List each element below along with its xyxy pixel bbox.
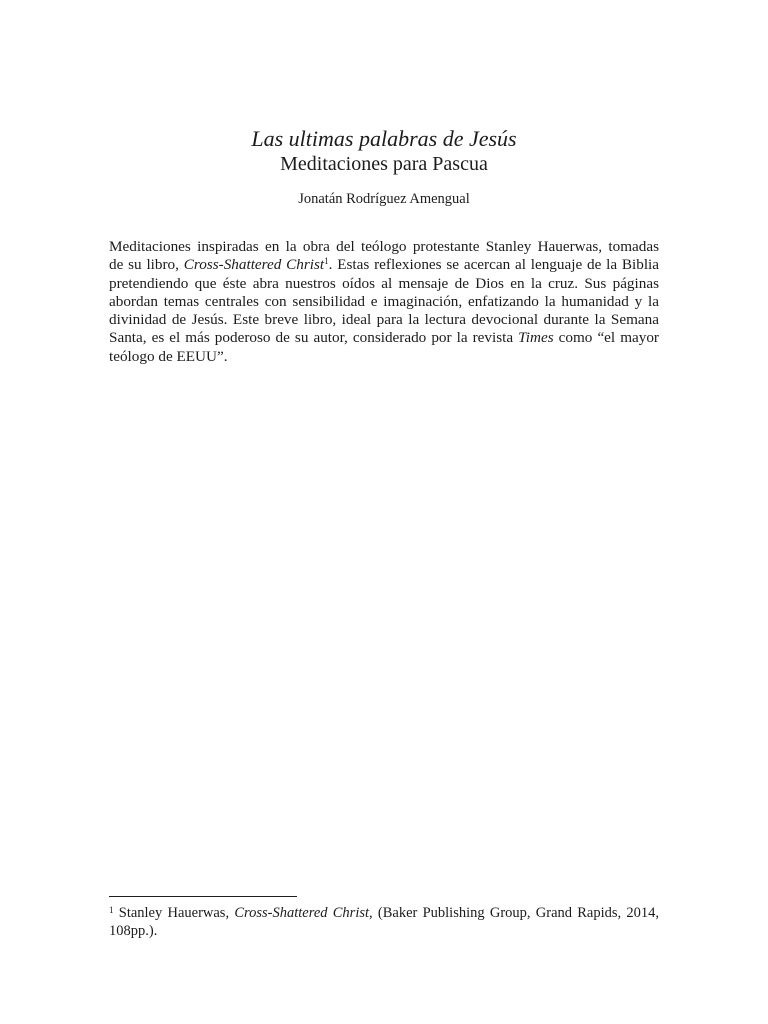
abstract-line: [109, 329, 659, 347]
abstract-text: Santa, es el más poderoso de su autor, considerado por la revista: [109, 329, 514, 347]
abstract-line: [109, 256, 659, 274]
footnote-reference[interactable]: 1: [324, 256, 329, 267]
footnote-marker: 1: [109, 905, 114, 915]
footnote-text: 108pp.).: [109, 923, 158, 939]
document-title: Las ultimas palabras de Jesús: [251, 126, 517, 151]
footnote: [109, 904, 659, 940]
abstract-text: . Estas reflexiones se acercan al lenguaje de la Biblia: [328, 256, 660, 274]
footnote-line: [109, 904, 659, 922]
abstract-text: teólogo de EEUU”.: [109, 347, 228, 365]
footnote-line: [109, 922, 659, 940]
footnote-separator: [109, 896, 297, 897]
footnote-text: , (Baker Publishing Group, Grand Rapids, 2014,: [369, 905, 660, 921]
book-title-italic: Cross-Shattered Christ: [183, 256, 325, 274]
author-name: Jonatán Rodríguez Amengual: [298, 191, 470, 207]
abstract-paragraph: [109, 238, 659, 366]
abstract-line: [109, 348, 659, 366]
abstract-text: abordan temas centrales con sensibilidad e imaginación, enfatizando la humanidad y la: [109, 292, 659, 310]
abstract-line: [109, 293, 659, 311]
footnote-book-title: Cross-Shattered Christ: [234, 905, 370, 921]
abstract-line: [109, 311, 659, 329]
footnote-author: Stanley Hauerwas,: [118, 905, 230, 921]
abstract-text: Meditaciones inspiradas en la obra del teólogo protestante Stanley Hauerwas, tomadas: [109, 238, 659, 255]
abstract-text: divinidad de Jesús. Este breve libro, ideal para la lectura devocional durante la Semana: [109, 311, 659, 329]
abstract-text: como “el mayor: [558, 329, 659, 347]
abstract-text: de su libro,: [109, 256, 179, 274]
abstract-text: pretendiendo que éste abra nuestros oídos al mensaje de Dios en la cruz. Sus páginas: [109, 274, 659, 292]
abstract-line: [109, 275, 659, 293]
magazine-name-italic: Times: [518, 329, 554, 347]
abstract-line: [109, 238, 659, 256]
document-subtitle: Meditaciones para Pascua: [280, 153, 488, 175]
